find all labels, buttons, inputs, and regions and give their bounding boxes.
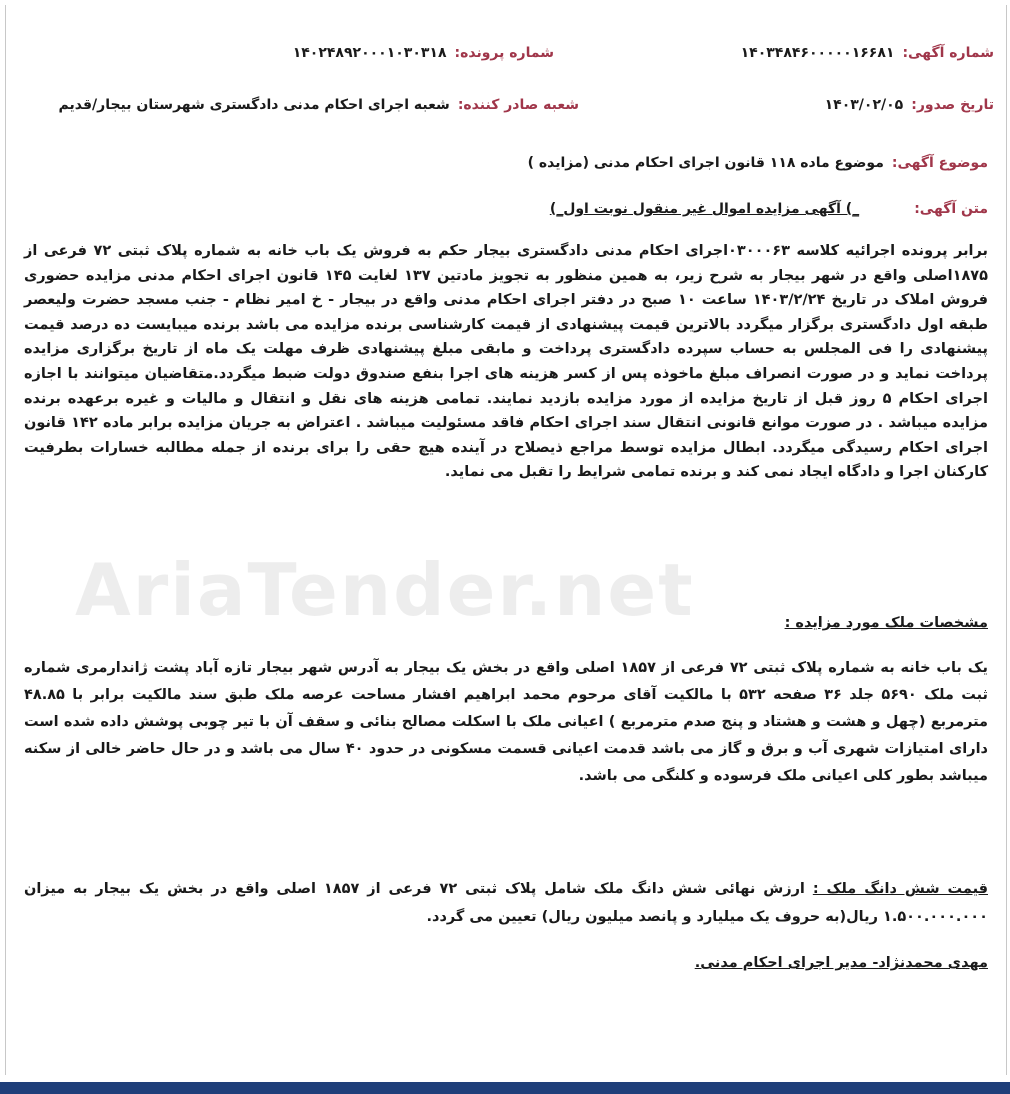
- price-text: ارزش نهائی شش دانگ ملک شامل پلاک ثبتی ۷۲ فرعی از ۱۸۵۷ اصلی واقع در بخش یک بیجار به میزان ۱.۵۰۰.۰۰۰.۰۰۰ ریال(به حروف یک میلیارد و پانصد میلیون ریال) تعیین می گردد.: [24, 881, 988, 925]
- issue-date-value: ۱۴۰۳/۰۲/۰۵: [824, 97, 904, 113]
- signature: مهدی محمدنژاد- مدیر اجرای احکام مدنی.: [694, 955, 988, 971]
- price-heading: قیمت شش دانگ ملک :: [812, 881, 988, 897]
- subject-row: [528, 155, 988, 171]
- ad-number-row: [741, 45, 994, 61]
- text-label: متن آگهی:: [914, 201, 988, 217]
- issuer-label: شعبه صادر کننده:: [457, 97, 579, 113]
- issuer-row: [59, 97, 579, 113]
- ad-number-label: شماره آگهی:: [902, 45, 994, 61]
- issuer-value: شعبه اجرای احکام مدنی دادگستری شهرستان بیجار/قدیم: [58, 97, 450, 113]
- case-number-label: شماره پرونده:: [454, 45, 554, 61]
- subject-label: موضوع آگهی:: [891, 155, 988, 171]
- price-paragraph: [24, 875, 988, 931]
- signature-block: [24, 951, 988, 976]
- text-title-row: [550, 201, 988, 217]
- issue-date-row: [825, 97, 994, 113]
- subject-value: موضوع ماده ۱۱۸ قانون اجرای احکام مدنی (مزایده ): [527, 155, 884, 171]
- property-paragraph: یک باب خانه به شماره پلاک ثبتی ۷۲ فرعی از ۱۸۵۷ اصلی واقع در بخش یک بیجار به آدرس شهر بیجار تازه آباد پشت ژاندارمری شماره ثبت ملک ۵۶۹۰ جلد ۳۶ صفحه ۵۳۲ با مالکیت آقای مرحوم محمد ابراهیم افشار مساحت عرصه ملک طبق سند مالکیت برابر با ۴۸.۸۵ مترمربع (چهل و هشت و هشتاد و پنج صدم مترمربع ) اعیانی ملک با اسکلت مصالح بنائی و سقف آن با تیر چوبی پوشش داده شده است دارای امتیازات شهری آب و برق و گاز می باشد قدمت اعیانی قسمت مسکونی در حدود ۴۰ سال می باشد و در حال حاضر خالی از سکنه میباشد بطور کلی اعیانی ملک فرسوده و کلنگی می باشد.: [24, 660, 988, 784]
- case-number-row: [293, 45, 554, 61]
- ad-number-value: ۱۴۰۳۴۸۴۶۰۰۰۰۰۱۶۶۸۱: [740, 45, 895, 61]
- watermark-text: AriaTender.net: [75, 548, 695, 632]
- case-number-value: ۱۴۰۲۴۸۹۲۰۰۰۱۰۳۰۳۱۸: [292, 45, 447, 61]
- main-paragraph: برابر پرونده اجرائیه کلاسه ۰۳۰۰۰۶۳اجرای احکام مدنی دادگستری بیجار حکم به فروش یک باب خانه به شماره پلاک ثبتی ۷۲ فرعی از ۱۸۷۵اصلی واقع در شهر بیجار به شرح زیر، به همین منظور به تجویز مادتین ۱۳۷ لغایت ۱۴۵ قانون اجرای احکام مدنی مزایده حضوری فروش املاک در تاریخ ۱۴۰۳/۲/۲۴ ساعت ۱۰ صبح در دفتر اجرای احکام مدنی واقع در بیجار - خ امیر نظام - جنب مسجد حضرت ولیعصر طبقه اول دادگستری برگزار میگردد بالاترین قیمت پیشنهادی از قیمت کارشناسی برنده مزایده می باشد برنده میبایست ده درصد قیمت پیشنهادی را فی المجلس به حساب سپرده دادگستری پرداخت و مابقی مبلغ پیشنهادی ظرف مهلت یک ماه از تاریخ برگزاری مزایده پرداخت نماید و در صورت انصراف مبلغ ماخوذه پس از کسر هزینه های اجرا بنفع صندوق دولت ضبط میگردد.متقاضیان میتوانند با اجازه اجرای احکام ۵ روز قبل از تاریخ مزایده از مورد مزایده بازدید نمایند. تمامی هزینه های نقل و انتقال و مالیات و غیره برعهده برنده مزایده میباشد . در صورت موانع قانونی انتقال سند اجرای احکام فاقد مسئولیت میباشد . اعتراض به جریان مزایده برابر ماده ۱۴۲ قانون اجرای احکام رسیدگی میگردد. ابطال مزایده توسط مراجع ذیصلاح در آینده هیچ حقی را برای برنده از جمله مطالبه خسارات بطرفیت کارکنان اجرا و دادگاه ایجاد نمی کند و برنده تمامی شرایط را تقبل می نماید.: [24, 243, 989, 481]
- property-heading-block: [24, 611, 988, 636]
- document-frame: [5, 5, 1007, 1075]
- issue-date-label: تاریخ صدور:: [911, 97, 994, 113]
- ad-document: [6, 5, 1006, 1075]
- taskbar: [0, 1082, 1010, 1094]
- text-title: _) آگهی مزایده اموال غیر منقول نوبت اول_): [549, 201, 860, 217]
- property-heading: مشخصات ملک مورد مزایده :: [784, 615, 988, 631]
